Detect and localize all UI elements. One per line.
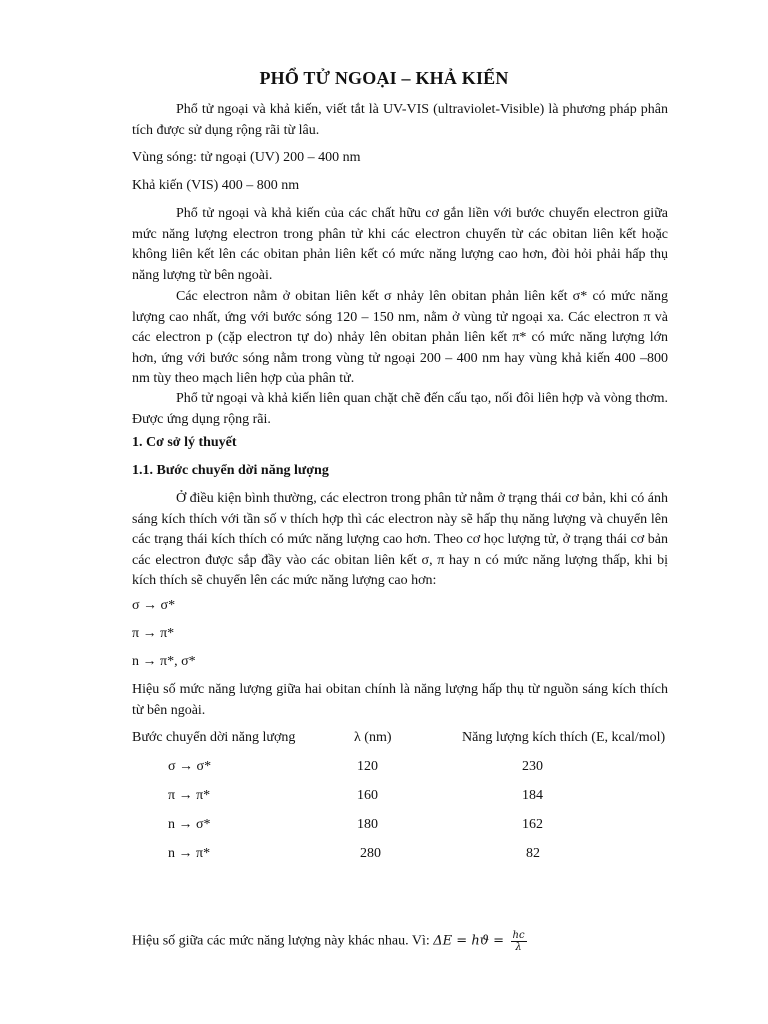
intro-paragraph: Phổ tử ngoại và khả kiến, viết tắt là UV-VIS (ultraviolet-Visible) là phương pháp phân tích được sử dụng rộng rãi từ lâu. [132,102,668,138]
table-row-transition: n → σ* [168,817,211,832]
energy-formula [132,930,527,953]
section-heading: 1. Cơ sở lý thuyết [132,435,237,450]
table-header-lambda: λ (nm) [354,730,392,745]
formula-fraction [511,930,527,953]
table-header-transition: Bước chuyển dời năng lượng [132,730,296,745]
table-row-transition: n → π* [168,846,211,861]
electron-paragraph: Các electron nằm ở obitan liên kết σ nhảy lên obitan phản liên kết σ* có mức năng lượng cao nhất, ứng với bước sóng 120 – 150 nm, nằm ở vùng tử ngoại xa. Các electron π và các electron p (cặp electron tự do) nhảy lên obitan phản liên kết π* có mức năng lượng lớn hơn, ứng với bước sóng nằm trong vùng tử ngoại 200 – 400 nm hay vùng khả kiến 400 –800 nm tùy theo mạch liên hợp của phân tử. [132,289,668,386]
transition-n: n → π*, σ* [132,654,196,669]
table-row-lambda: 280 [360,846,381,861]
table-header-energy: Năng lượng kích thích (E, kcal/mol) [462,730,666,745]
table-row-lambda: 160 [357,788,378,803]
table-row-transition: σ → σ* [168,759,212,774]
vis-range-line: Khả kiến (VIS) 400 – 800 nm [132,178,300,193]
structure-paragraph: Phổ tử ngoại và khả kiến liên quan chặt chẽ đến cấu tạo, nối đôi liên hợp và vòng thơm. Được ứng dụng rộng rãi. [132,391,668,427]
table-row-energy: 184 [522,788,543,803]
page-title: PHỔ TỬ NGOẠI – KHẢ KIẾN [259,68,509,88]
table-row-energy: 162 [522,817,543,832]
excitation-paragraph: Ở điều kiện bình thường, các electron trong phân tử nằm ở trạng thái cơ bản, khi có ánh sáng kích thích với tần số ν thích hợp thì các electron này sẽ hấp thụ năng lượng và chuyển lên các trạng thái kích thích có mức năng lượng cao hơn. Theo cơ học lượng tử, ở trạng thái cơ bản các electron được sắp đầy vào các obitan liên kết σ, π hay n có mức năng lượng thấp, khi bị kích thích sẽ chuyển lên các mức năng lượng cao hơn: [132,491,668,588]
transition-sigma: σ → σ* [132,598,176,613]
table-row-energy: 82 [526,846,540,861]
transition-paragraph: Phổ tử ngoại và khả kiến của các chất hữu cơ gắn liền với bước chuyển electron giữa mức năng lượng electron trong phân tử khi các electron chuyển từ các obitan liên kết hoặc không liên kết lên các obitan phản liên kết có mức năng lượng cao hơn, đòi hỏi phải hấp thụ năng lượng từ bên ngoài. [132,206,668,283]
table-row-lambda: 180 [357,817,378,832]
table-row-transition: π → π* [168,788,211,803]
table-row-lambda: 120 [357,759,378,774]
transition-pi: π → π* [132,626,175,641]
uv-range-line: Vùng sóng: tử ngoại (UV) 200 – 400 nm [132,150,361,165]
formula-text: Hiệu số giữa các mức năng lượng này khác nhau. Vì: [132,933,430,949]
energy-difference-paragraph: Hiệu số mức năng lượng giữa hai obitan chính là năng lượng hấp thụ từ nguồn sáng kích thích từ bên ngoài. [132,682,668,718]
formula-denominator: λ [515,942,522,953]
formula-numerator: hc [512,930,525,941]
subsection-heading: 1.1. Bước chuyển dời năng lượng [132,463,329,478]
formula-lhs: ΔE = hϑ = [433,933,505,949]
table-row-energy: 230 [522,759,543,774]
